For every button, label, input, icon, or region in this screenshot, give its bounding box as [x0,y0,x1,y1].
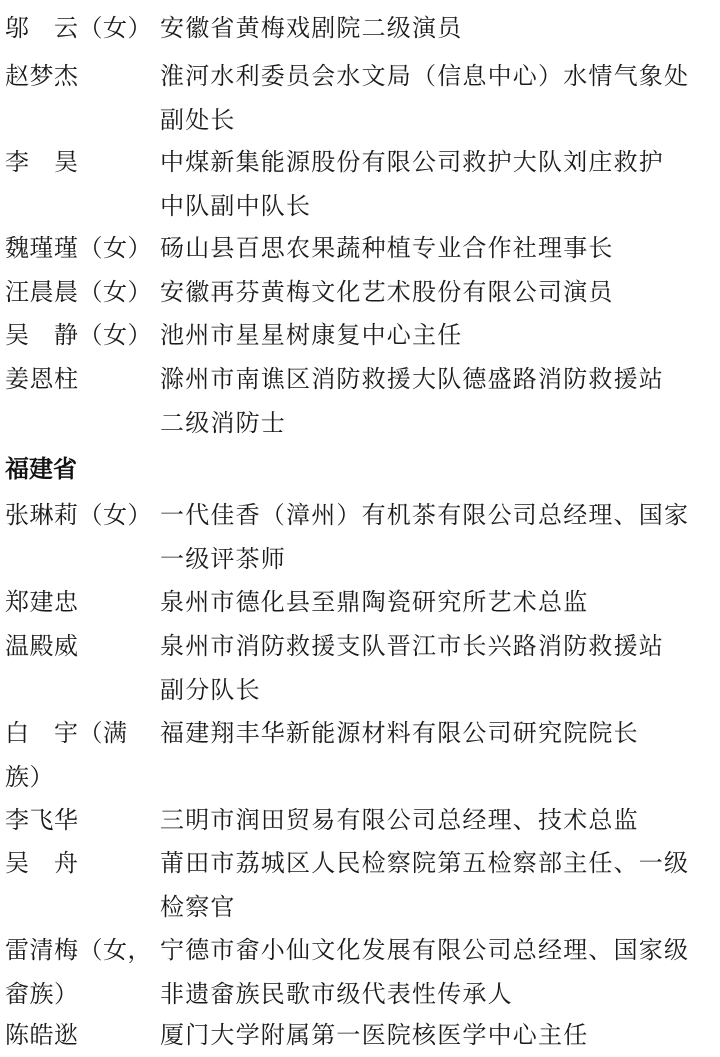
person-name: 吴 舟 [5,849,79,877]
person-name: 张琳莉（女） [5,501,152,529]
person-title-continued: 一级评茶师 [160,545,286,573]
person-title-continued: 中队副中队长 [160,192,312,220]
section-heading: 福建省 [5,455,77,483]
person-title: 滁州市南谯区消防救援大队德盛路消防救援站 [160,365,664,393]
person-title: 中煤新集能源股份有限公司救护大队刘庄救护 [160,148,664,176]
person-name: 汪晨晨（女） [5,278,152,306]
person-name: 白 宇（满 [5,719,128,747]
person-title-continued: 副分队长 [160,676,261,704]
person-name: 温殿威 [5,632,79,660]
person-title-continued: 检察官 [160,893,236,921]
person-name: 魏瑾瑾（女） [5,234,152,262]
person-title: 安徽再芬黄梅文化艺术股份有限公司演员 [160,278,614,306]
person-title: 福建翔丰华新能源材料有限公司研究院院长 [160,719,639,747]
person-title: 泉州市德化县至鼎陶瓷研究所艺术总监 [160,588,589,616]
person-title: 安徽省黄梅戏剧院二级演员 [160,14,463,42]
person-name-continued: 族） [5,763,54,791]
person-title-continued: 非遗畲族民歌市级代表性传承人 [160,980,513,1008]
person-name: 赵梦杰 [5,62,79,90]
person-title: 莆田市荔城区人民检察院第五检察部主任、一级 [160,849,690,877]
person-name: 吴 静（女） [5,321,152,349]
person-title-continued: 副处长 [160,106,236,134]
person-title-continued: 二级消防士 [160,409,286,437]
person-name: 邬 云（女） [5,14,152,42]
person-title: 宁德市畲小仙文化发展有限公司总经理、国家级 [160,936,690,964]
person-name: 李 昊 [5,148,79,176]
person-name: 雷清梅（女， [5,936,152,964]
person-name: 郑建忠 [5,588,79,616]
person-name: 陈皓逖 [5,1021,79,1049]
person-title: 池州市星星树康复中心主任 [160,321,463,349]
person-name: 姜恩柱 [5,365,79,393]
person-title: 厦门大学附属第一医院核医学中心主任 [160,1021,589,1049]
person-name-continued: 畲族） [5,980,79,1008]
person-title: 砀山县百思农果蔬种植专业合作社理事长 [160,234,614,262]
person-title: 泉州市消防救援支队晋江市长兴路消防救援站 [160,632,664,660]
person-name: 李飞华 [5,806,79,834]
person-title: 淮河水利委员会水文局（信息中心）水情气象处 [160,62,690,90]
person-title: 一代佳香（漳州）有机茶有限公司总经理、国家 [160,501,690,529]
person-title: 三明市润田贸易有限公司总经理、技术总监 [160,806,639,834]
